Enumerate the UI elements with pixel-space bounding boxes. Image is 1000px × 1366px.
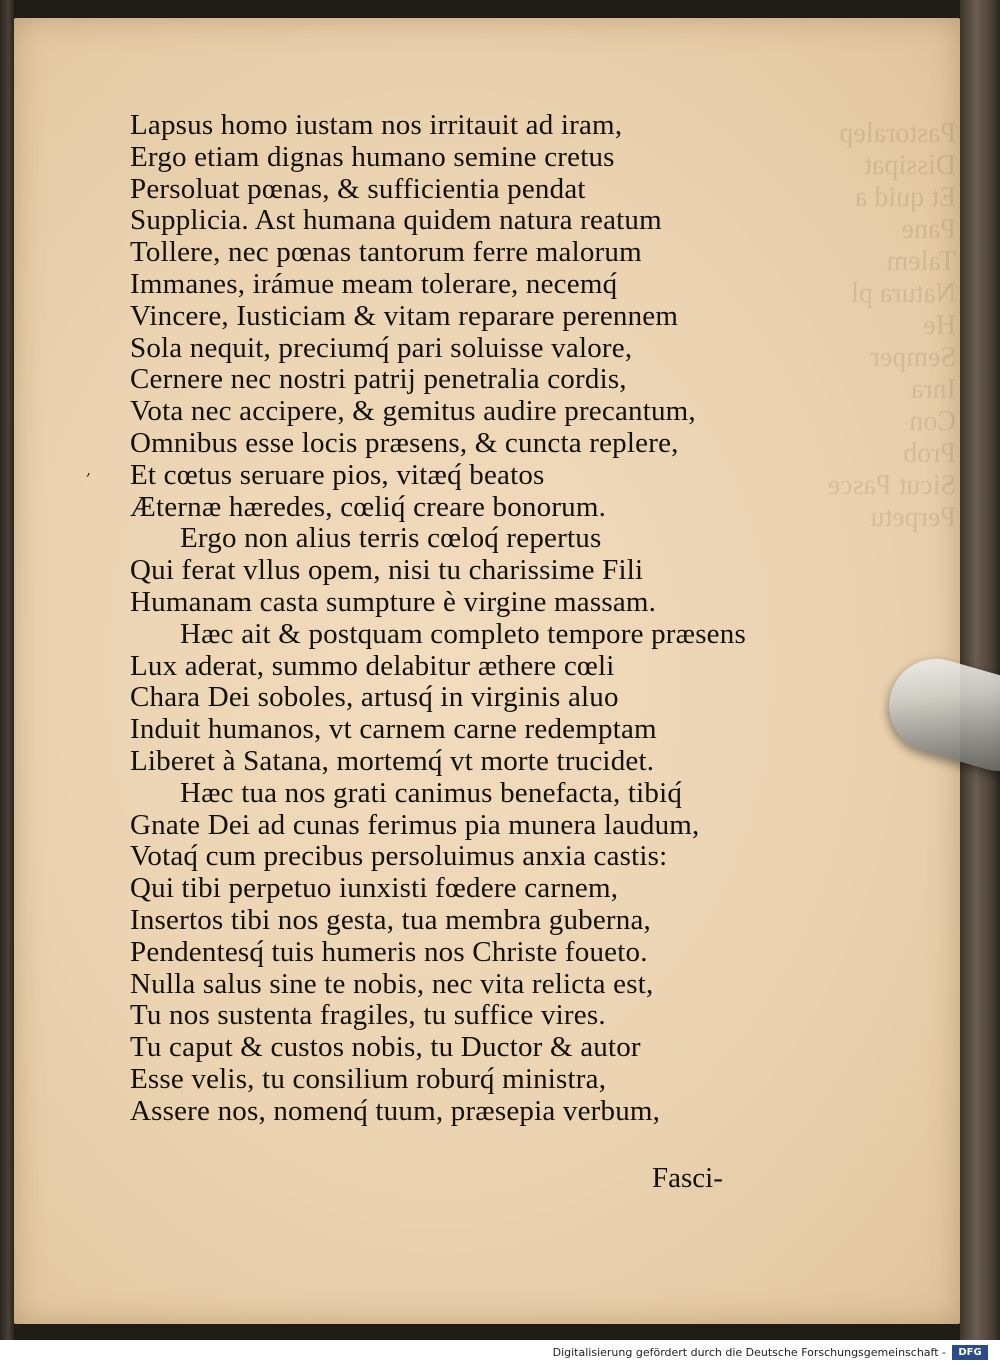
poem-line: Qui tibi perpetuo iunxisti fœdere carnem, — [130, 872, 619, 905]
poem-line: Esse velis, tu consilium roburq́ ministra, — [130, 1062, 607, 1095]
dfg-logo: DFG — [952, 1345, 988, 1360]
bleed-line: Pane — [901, 214, 956, 245]
catchword: Fasci- — [652, 1162, 723, 1194]
poem-line: Et cœtus seruare pios, vitæq́ beatos — [130, 458, 545, 491]
bleed-line: Et quid a — [854, 182, 956, 213]
poem-text-block — [130, 110, 746, 1128]
poem-line: Hæc tua nos grati canimus benefacta, tibiq́ — [180, 776, 683, 809]
bleed-line: Con — [909, 406, 956, 437]
poem-line: Assere nos, nomenq́ tuum, præsepia verbum, — [130, 1094, 661, 1127]
bleed-line: He — [923, 310, 956, 341]
poem-line: Cernere nec nostri patrij penetralia cordis, — [130, 363, 627, 396]
poem-line: Pendentesq́ tuis humeris nos Christe foueto. — [130, 935, 648, 968]
poem-line: Ergo etiam dignas humano semine cretus — [130, 140, 615, 173]
bleed-line: Natura pl — [851, 278, 956, 309]
binding-left-edge — [0, 0, 14, 1340]
poem-line: Humanam casta sumpture è virgine massam. — [130, 585, 657, 618]
poem-line: Lux aderat, summo delabitur æthere cœli — [130, 649, 615, 682]
poem-line: Tu caput & custos nobis, tu Ductor & autor — [130, 1031, 641, 1064]
margin-mark: , — [86, 460, 92, 479]
poem-line: Persoluat pœnas, & sufficientia pendat — [130, 172, 586, 205]
footer-bar — [0, 1340, 1000, 1366]
poem-line: Hæc ait & postquam completo tempore præsens — [180, 617, 746, 650]
poem-line: Votaq́ cum precibus persoluimus anxia castis: — [130, 840, 668, 873]
poem-line: Tollere, nec pœnas tantorum ferre malorum — [130, 236, 642, 269]
bleed-line: Talem — [886, 246, 956, 277]
bleed-line: Pastoralep — [839, 118, 956, 149]
poem-line: Supplicia. Ast humana quidem natura reatum — [130, 204, 662, 237]
poem-line: Gnate Dei ad cunas ferimus pia munera laudum, — [130, 808, 700, 841]
poem-line: Tu nos sustenta fragiles, tu suffice vires. — [130, 999, 606, 1032]
funding-credit: Digitalisierung gefördert durch die Deutsche Forschungsgemeinschaft - — [552, 1346, 946, 1359]
poem-line: Sola nequit, preciumq́ pari soluisse valore, — [130, 331, 633, 364]
poem-line: Ergo non alius terris cœloq́ repertus — [180, 522, 602, 555]
poem-line: Chara Dei soboles, artusq́ in virginis aluo — [130, 681, 619, 714]
bleed-line: Perpetu — [870, 502, 956, 533]
bleed-line: Sicut Pasce — [827, 470, 956, 501]
poem-line: Liberet à Satana, mortemq́ vt morte trucidet. — [130, 744, 655, 777]
poem-line: Immanes, irámue meam tolerare, necemq́ — [130, 267, 618, 300]
poem-line: Nulla salus sine te nobis, nec vita relicta est, — [130, 967, 654, 1000]
poem-line: Induit humanos, vt carnem carne redemptam — [130, 713, 657, 746]
bleed-line: Prob — [903, 438, 956, 469]
poem-line: Æternæ hæredes, cœliq́ creare bonorum. — [130, 490, 607, 523]
poem-line: Vota nec accipere, & gemitus audire precantum, — [130, 395, 696, 428]
poem-line: Omnibus esse locis præsens, & cuncta replere, — [130, 426, 679, 459]
bleed-line: Dissipat — [864, 150, 956, 181]
poem-line: Insertos tibi nos gesta, tua membra guberna, — [130, 903, 652, 936]
bleed-line: Inra — [910, 374, 956, 405]
poem-line: Qui ferat vllus opem, nisi tu charissime Fili — [130, 554, 644, 587]
bleed-through-text — [726, 118, 956, 588]
poem-line: Vincere, Iusticiam & vitam reparare perennem — [130, 299, 679, 332]
bleed-line: Semper — [870, 342, 956, 373]
poem-line: Lapsus homo iustam nos irritauit ad iram, — [130, 109, 623, 141]
